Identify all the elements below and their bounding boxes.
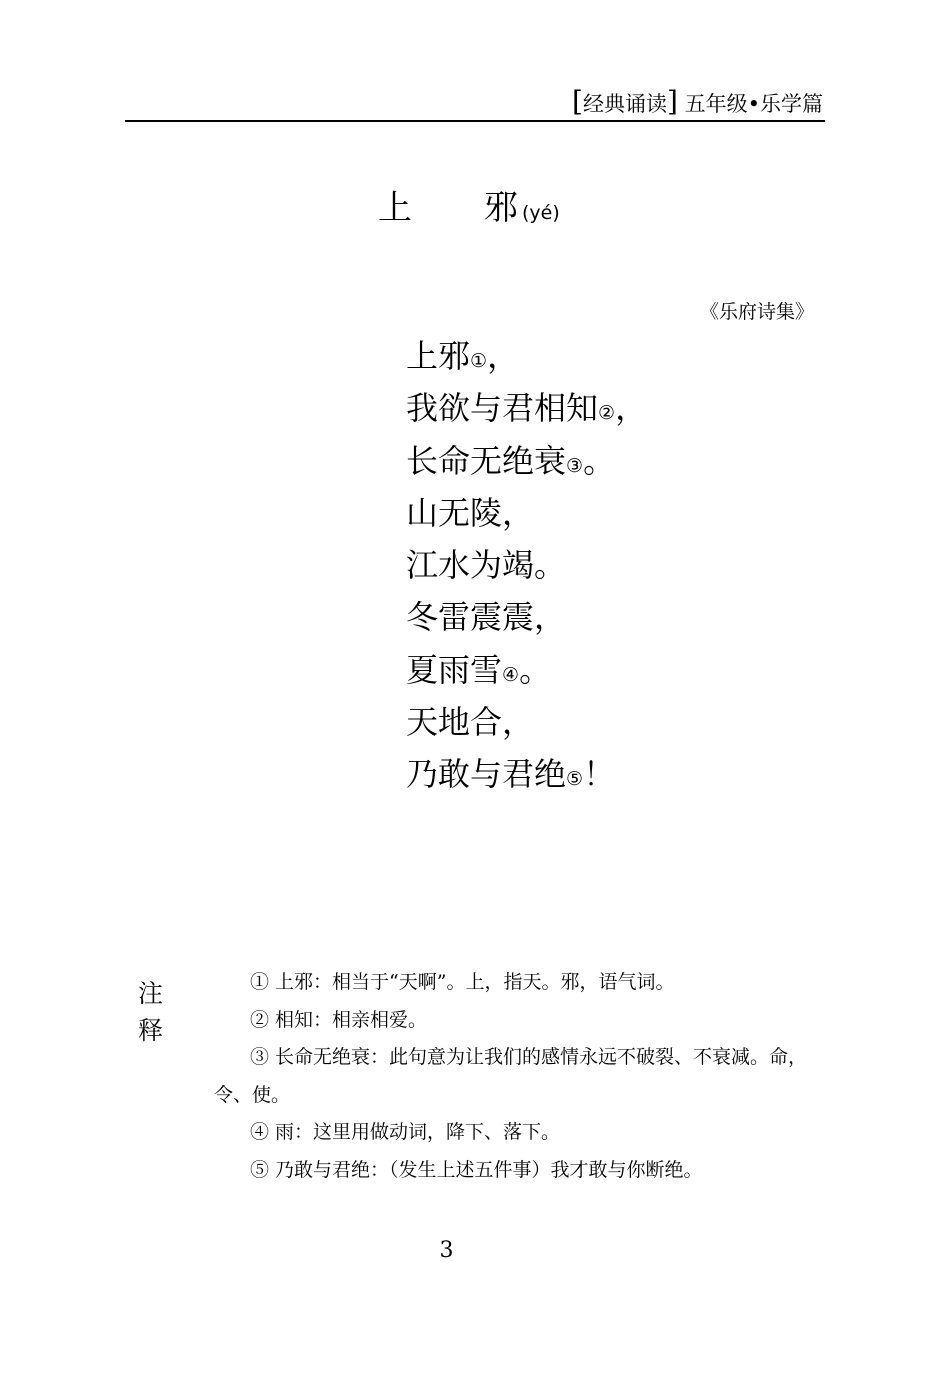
title-char-1: 上 <box>378 188 412 228</box>
header-book: 五年级•乐学篇 <box>684 92 823 116</box>
poem-line-text: 冬雷震震 <box>406 598 535 637</box>
poem-line-text: 乃敢与君绝 <box>406 755 567 794</box>
poem-line-text: 夏雨雪 <box>406 650 503 689</box>
poem-title <box>378 180 560 229</box>
header-series: 经典诵读 <box>582 92 667 116</box>
note-marker: ④ <box>502 663 520 686</box>
poem-punct: ， <box>534 598 567 637</box>
poem-body <box>406 333 647 804</box>
page-number: 3 <box>439 1238 454 1263</box>
page-header <box>125 84 825 122</box>
header-text <box>572 85 823 118</box>
header-bracket-close: ] <box>666 85 678 118</box>
poem-line <box>406 542 647 594</box>
note-item: ③ 长命无绝衰：此句意为让我们的感情永远不破裂、不衰减。命，令、使。 <box>214 1046 808 1106</box>
title-pinyin: (yé) <box>522 202 560 224</box>
poem-line <box>406 647 647 699</box>
poem-punct: 。 <box>534 546 567 585</box>
poem-line <box>406 490 647 542</box>
poem-line-text: 上邪 <box>406 337 471 375</box>
poem-line <box>406 594 647 646</box>
poem-punct: 。 <box>519 650 552 689</box>
note-marker: ⑤ <box>566 768 584 791</box>
note-marker: ③ <box>566 454 584 477</box>
poem-punct: ， <box>487 337 520 375</box>
poem-line-text: 山无陵 <box>406 493 503 532</box>
notes-label-char-1: 注 <box>138 979 164 1008</box>
poem-line <box>406 333 647 385</box>
poem-punct: ， <box>502 703 535 742</box>
poem-punct: 。 <box>583 441 616 480</box>
poem-line-text: 我欲与君相知 <box>406 389 599 428</box>
notes-label-char-2: 释 <box>138 1016 164 1045</box>
notes-label <box>138 975 168 1049</box>
poem-punct: ， <box>615 389 648 428</box>
note-marker: ① <box>470 350 488 372</box>
poem-line-text: 天地合 <box>406 703 503 742</box>
poem-line <box>406 699 647 751</box>
poem-punct: ， <box>502 493 535 532</box>
poem-line <box>406 438 647 490</box>
note-item: ① 上邪：相当于“天啊”。上，指天。邪，语气词。 <box>250 971 675 993</box>
note-item: ② 相知：相亲相爱。 <box>250 1008 428 1031</box>
poem-line <box>406 751 647 803</box>
note-marker: ② <box>598 402 616 425</box>
poem-line <box>406 385 647 437</box>
note-item: ⑤ 乃敢与君绝：（发生上述五件事）我才敢与你断绝。 <box>250 1158 703 1181</box>
poem-line-text: 长命无绝衰 <box>406 441 567 480</box>
poem-line-text: 江水为竭 <box>406 546 535 585</box>
header-bracket-open: [ <box>572 85 583 118</box>
poem-punct: ！ <box>583 755 616 794</box>
notes-list <box>214 964 834 1189</box>
title-char-2: 邪 <box>484 188 518 228</box>
note-item: ④ 雨：这里用做动词，降下、落下。 <box>250 1121 561 1143</box>
poem-source: 《乐府诗集》 <box>699 301 814 323</box>
